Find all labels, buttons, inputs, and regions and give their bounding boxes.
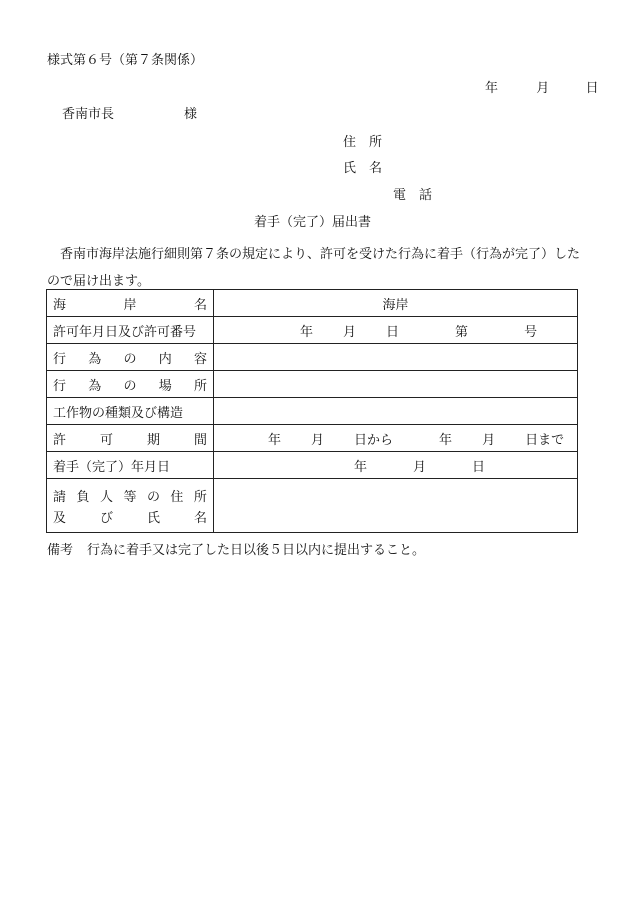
row-value-coast-name[interactable]: 海岸 (214, 290, 578, 317)
label-char: の (123, 378, 137, 394)
label-text: 許可年月日及び許可番号 (53, 324, 197, 340)
value-part: 月 (413, 459, 427, 475)
label-char: 岸 (123, 297, 137, 313)
table-row (47, 317, 578, 344)
label-char: 名 (193, 297, 207, 313)
label-char: 請 (53, 489, 67, 505)
label-char: 氏 (146, 510, 160, 526)
document-title: 着手（完了）届出書 (254, 215, 372, 230)
table-row (47, 290, 578, 317)
label-char: 行 (53, 378, 67, 394)
label-char: 海 (53, 297, 67, 313)
date-day: 日 (585, 81, 599, 96)
row-value-act-location[interactable] (214, 371, 578, 398)
row-label-act-content (47, 344, 214, 371)
label-char: 名 (193, 510, 207, 526)
label-char: 及 (53, 510, 67, 526)
row-label-permit-period (47, 425, 214, 452)
label-char: 許 (53, 432, 67, 448)
value-part: 年 (354, 459, 368, 475)
address-label: 住 所 (343, 135, 383, 150)
row-value-permit-period[interactable] (214, 425, 578, 452)
value-part: 日 (386, 324, 400, 340)
row-value-permit-date-number[interactable] (214, 317, 578, 344)
table-row (47, 371, 578, 398)
row-value-contractor[interactable] (214, 479, 578, 533)
label-char: び (99, 510, 113, 526)
row-label-structure-type (47, 398, 214, 425)
value-part: 日 (472, 459, 486, 475)
date-month: 月 (536, 81, 550, 96)
value-part: 号 (524, 324, 538, 340)
label-text: 着手（完了）年月日 (53, 459, 171, 475)
label-text: 工作物の種類及び構造 (53, 405, 184, 421)
row-value-act-content[interactable] (214, 344, 578, 371)
value-part: 月 (343, 324, 357, 340)
label-char: 可 (99, 432, 113, 448)
label-char: 行 (53, 351, 67, 367)
value-part: 日から (354, 432, 394, 448)
row-label-act-location (47, 371, 214, 398)
remarks (47, 544, 425, 557)
label-char: 為 (88, 378, 102, 394)
row-value-structure-type[interactable] (214, 398, 578, 425)
row-label-contractor (47, 479, 214, 533)
label-char: 期 (146, 432, 160, 448)
row-label-start-complete-date (47, 452, 214, 479)
label-char: 内 (158, 351, 172, 367)
addressee-name: 香南市長 (62, 107, 115, 122)
label-char: 為 (88, 351, 102, 367)
label-char: 住 (170, 489, 184, 505)
label-char: 所 (193, 378, 207, 394)
remarks-text: 行為に着手又は完了した日以後５日以内に提出すること。 (87, 543, 426, 558)
table-row (47, 398, 578, 425)
value-part: 年 (300, 324, 314, 340)
date-year: 年 (485, 81, 499, 96)
row-label-permit-date-number (47, 317, 214, 344)
label-char: 負 (76, 489, 90, 505)
value-part: 日まで (525, 432, 565, 448)
date-line (485, 82, 599, 95)
addressee (62, 108, 197, 121)
value-part: 第 (455, 324, 469, 340)
value-part: 月 (311, 432, 325, 448)
name-label: 氏 名 (343, 161, 383, 176)
table-row (47, 452, 578, 479)
body-text: 香南市海岸法施行細則第７条の規定により、許可を受けた行為に着手（行為が完了）したので届け出ます。 (47, 247, 581, 289)
label-char: 人 (99, 489, 113, 505)
label-char: の (123, 351, 137, 367)
value-part: 月 (482, 432, 496, 448)
label-char: 場 (158, 378, 172, 394)
row-label-coast-name (47, 290, 214, 317)
value-part: 年 (439, 432, 453, 448)
row-value-start-complete-date[interactable] (214, 452, 578, 479)
phone-label: 電 話 (393, 188, 433, 203)
label-char: 等 (123, 489, 137, 505)
form-table (46, 289, 578, 533)
addressee-honorific: 様 (184, 107, 198, 122)
form-number: 様式第６号（第７条関係） (47, 53, 204, 68)
label-char: の (146, 489, 160, 505)
label-char: 間 (193, 432, 207, 448)
label-char: 容 (193, 351, 207, 367)
label-char: 所 (193, 489, 207, 505)
table-row (47, 425, 578, 452)
value-part: 年 (268, 432, 282, 448)
remarks-label: 備考 (47, 543, 74, 558)
table-row (47, 479, 578, 533)
table-row (47, 344, 578, 371)
